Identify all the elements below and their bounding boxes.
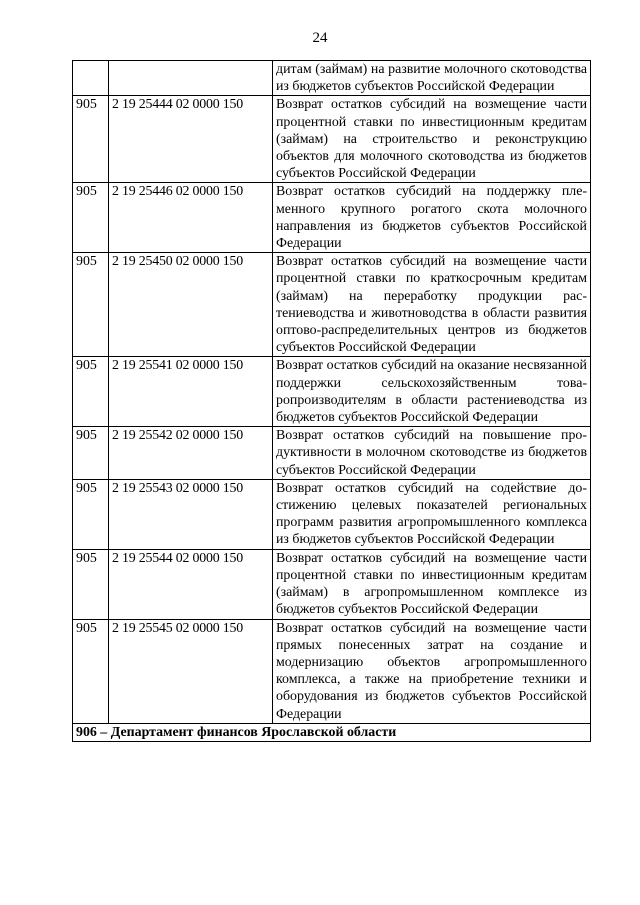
admin-code-cell: 905	[73, 549, 109, 619]
table-row	[73, 253, 591, 357]
admin-code-cell: 905	[73, 183, 109, 253]
description-cell: Возврат остатков субсидий на повышение продуктивности в молочном скотоводстве из бюджетов субъектов Российской Федерации	[273, 427, 591, 480]
table-row	[73, 96, 591, 183]
description-cell: Возврат остатков субсидий на поддержку племенного крупного рогатого скота молочного направления из бюджетов субъектов Российской Федерации	[273, 183, 591, 253]
budget-code-cell: 2 19 25444 02 0000 150	[109, 96, 273, 183]
description-cell: Возврат остатков субсидий на возмещение части процентной ставки по краткосрочным кредитам (займам) на переработку продукции растениеводства и животноводства в области развития оптово-распределительных центров из бюджетов субъектов Российской Федерации	[273, 253, 591, 357]
section-heading: 906 – Департамент финансов Ярославской области	[73, 723, 591, 741]
admin-code-cell: 905	[73, 479, 109, 549]
admin-code-cell: 905	[73, 96, 109, 183]
budget-code-cell: 2 19 25450 02 0000 150	[109, 253, 273, 357]
budget-code-cell: 2 19 25543 02 0000 150	[109, 479, 273, 549]
description-cell: дитам (займам) на развитие молочного скотоводства из бюджетов субъектов Российской Федерации	[273, 61, 591, 96]
description-cell: Возврат остатков субсидий на возмещение части прямых понесенных затрат на создание и модернизацию объектов агропромышленного комплекса, а также на приобретение техники и оборудования из бюджетов субъектов Российской Федерации	[273, 619, 591, 723]
budget-code-cell	[109, 61, 273, 96]
table-row	[73, 549, 591, 619]
page-number: 24	[312, 30, 328, 46]
budget-code-cell: 2 19 25545 02 0000 150	[109, 619, 273, 723]
table-row	[73, 357, 591, 427]
budget-code-cell: 2 19 25541 02 0000 150	[109, 357, 273, 427]
table-row	[73, 427, 591, 480]
admin-code-cell: 905	[73, 619, 109, 723]
description-cell: Возврат остатков субсидий на содействие достижению целевых показателей региональных программ развития агропромышленного комплекса из бюджетов субъектов Российской Федерации	[273, 479, 591, 549]
budget-classification-table	[72, 60, 591, 742]
description-cell: Возврат остатков субсидий на возмещение части процентной ставки по инвестиционным кредитам (займам) в агропромышленном комплексе из бюджетов субъектов Российской Федерации	[273, 549, 591, 619]
table-row	[73, 479, 591, 549]
budget-code-cell: 2 19 25446 02 0000 150	[109, 183, 273, 253]
table-row	[73, 61, 591, 96]
table-row	[73, 619, 591, 723]
budget-code-cell: 2 19 25542 02 0000 150	[109, 427, 273, 480]
section-heading-row	[73, 723, 591, 741]
budget-code-cell: 2 19 25544 02 0000 150	[109, 549, 273, 619]
description-cell: Возврат остатков субсидий на оказание несвязанной поддержки сельскохозяйственным товаропроизводителям в области растениеводства из бюджетов субъектов Российской Федерации	[273, 357, 591, 427]
description-cell: Возврат остатков субсидий на возмещение части процентной ставки по инвестиционным кредитам (займам) на строительство и реконструкцию объектов для молочного скотоводства из бюджетов субъектов Российской Федерации	[273, 96, 591, 183]
admin-code-cell: 905	[73, 357, 109, 427]
admin-code-cell: 905	[73, 427, 109, 480]
admin-code-cell	[73, 61, 109, 96]
admin-code-cell: 905	[73, 253, 109, 357]
table-row	[73, 183, 591, 253]
